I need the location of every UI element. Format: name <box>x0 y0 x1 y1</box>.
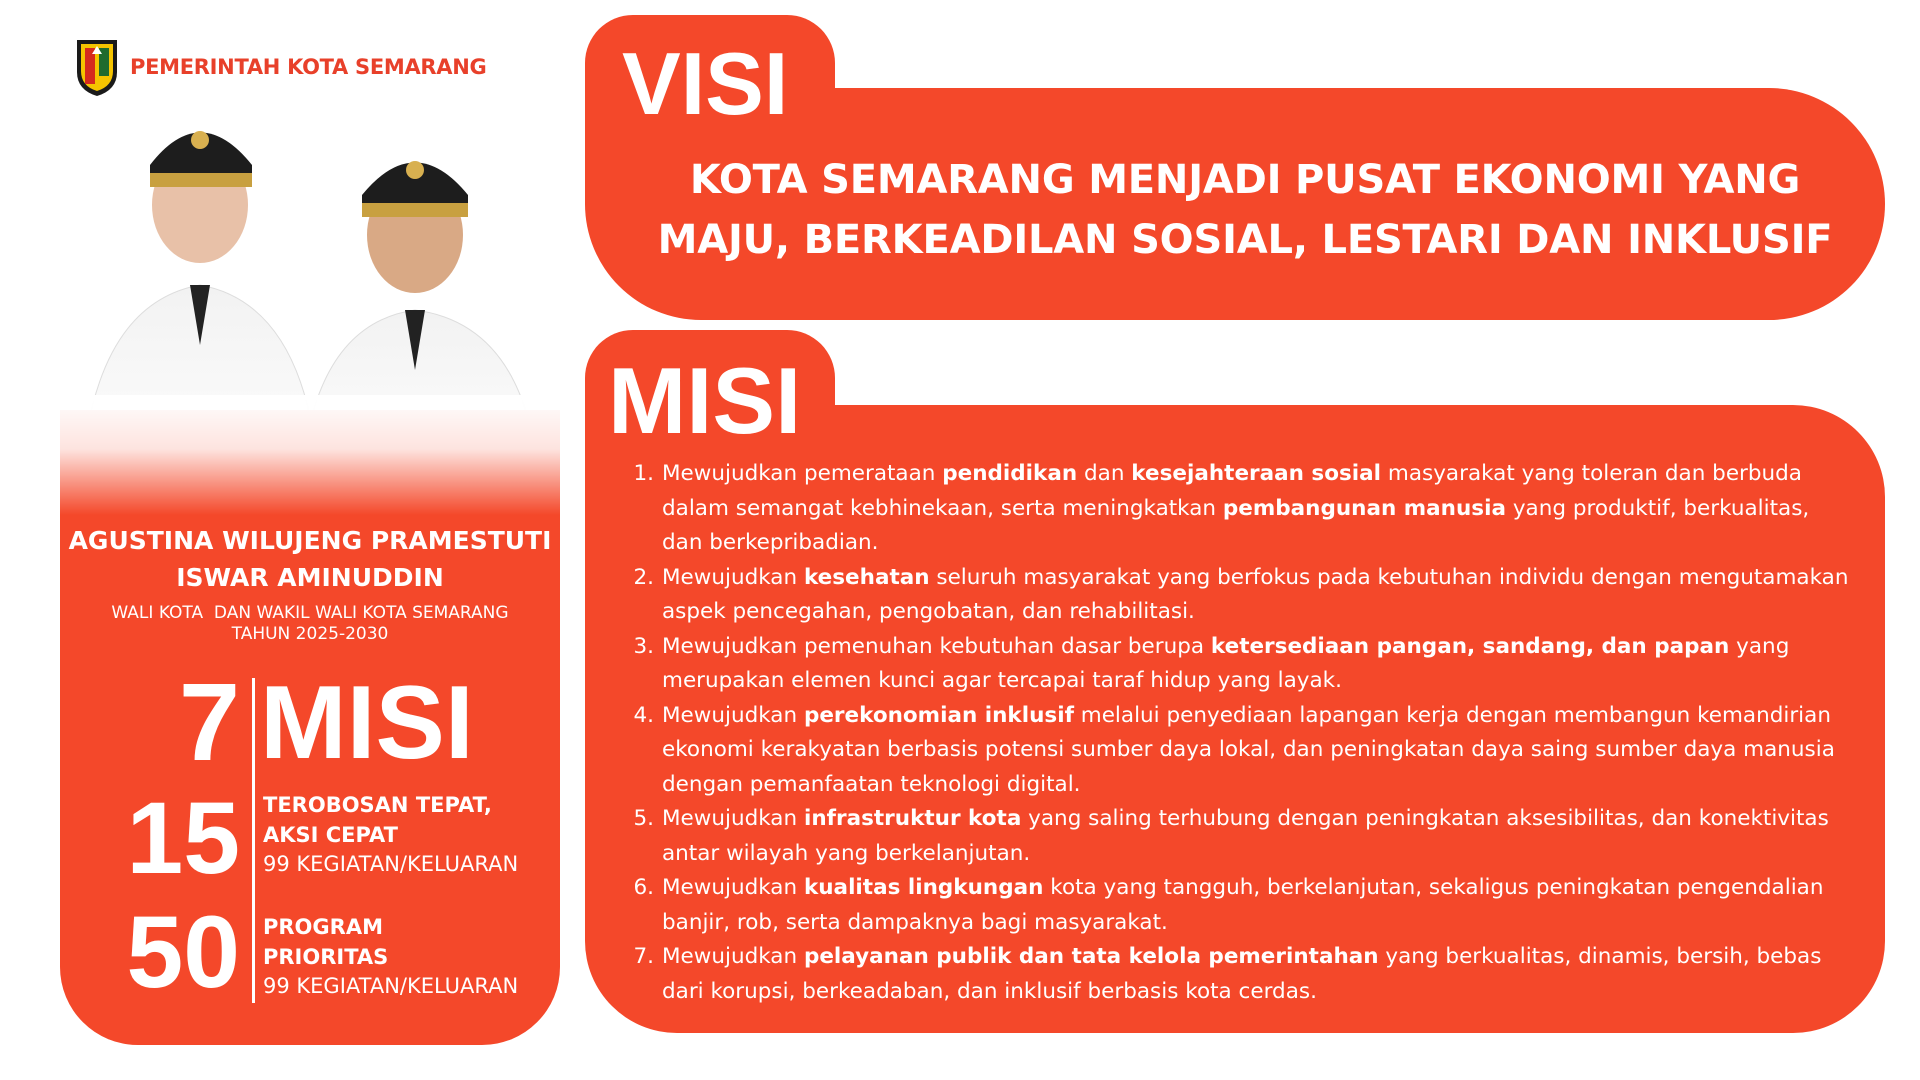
misi-item <box>630 457 1850 561</box>
visi-line-1: KOTA SEMARANG MENJADI PUSAT EKONOMI YANG <box>689 157 1801 203</box>
leaders-role <box>60 603 560 645</box>
misi-item-number: 4. <box>633 702 654 728</box>
misi-title: MISI <box>608 348 802 453</box>
misi-count-label: MISI <box>260 665 474 781</box>
misi-item-number: 6. <box>633 875 654 900</box>
terobosan-label-2: AKSI CEPAT <box>263 823 398 847</box>
misi-item-number: 7. <box>633 944 654 969</box>
terobosan-sub: 99 KEGIATAN/KELUARAN <box>263 852 519 876</box>
leader-name-2: ISWAR AMINUDDIN <box>176 563 444 592</box>
misi-item-text: Mewujudkan infrastruktur kota yang saling terhubung dengan peningkatan aksesibilitas, dan konektivitas antar wilayah yang berkelanjutan. <box>662 806 1829 866</box>
program-count: 50 <box>126 895 240 1009</box>
misi-item <box>630 871 1850 940</box>
misi-item-text: Mewujudkan pemenuhan kebutuhan dasar berupa ketersediaan pangan, sandang, dan papan yang merupakan elemen kunci agar tercapai taraf hidup yang layak. <box>662 633 1790 693</box>
misi-item <box>630 699 1850 803</box>
leader-name-1: AGUSTINA WILUJENG PRAMESTUTI <box>68 526 552 555</box>
misi-item <box>630 940 1850 1009</box>
stats-divider <box>252 678 255 1003</box>
program-sub: 99 KEGIATAN/KELUARAN <box>263 974 519 998</box>
misi-count: 7 <box>178 661 240 784</box>
role-line-1: WALI KOTA DAN WAKIL WALI KOTA SEMARANG <box>111 603 509 623</box>
misi-item-number: 5. <box>633 806 654 831</box>
misi-item <box>630 561 1850 630</box>
misi-item-text: Mewujudkan perekonomian inklusif melalui penyediaan lapangan kerja dengan membangun kemandirian ekonomi kerakyatan berbasis potensi sumber daya lokal, dan peningkatan daya saing sumber daya manusia dengan pemanfaatan teknologi digital. <box>662 702 1835 797</box>
misi-item <box>630 802 1850 871</box>
visi-title: VISI <box>622 34 789 133</box>
semarang-coat-of-arms-icon <box>74 36 120 98</box>
misi-item <box>630 630 1850 699</box>
terobosan-label-1: TEROBOSAN TEPAT, <box>263 793 492 817</box>
leaders-names <box>60 522 560 596</box>
misi-list <box>630 457 1850 1009</box>
role-line-2: TAHUN 2025-2030 <box>231 624 389 644</box>
program-label-1: PROGRAM <box>263 915 383 939</box>
stats-block <box>60 661 560 1028</box>
misi-item-text: Mewujudkan pemerataan pendidikan dan kesejahteraan sosial masyarakat yang toleran dan berbuda dalam semangat kebhinekaan, serta meningkatkan pembangunan manusia yang produktif, berkualitas, dan berkepribadian. <box>662 461 1810 555</box>
photo-fade <box>60 395 560 515</box>
visi-line-2: MAJU, BERKEADILAN SOSIAL, LESTARI DAN INKLUSIF <box>657 217 1833 263</box>
visi-statement <box>620 150 1870 270</box>
government-title: PEMERINTAH KOTA SEMARANG <box>130 55 487 79</box>
misi-item-text: Mewujudkan kualitas lingkungan kota yang tangguh, berkelanjutan, sekaligus peningkatan pengendalian banjir, rob, serta dampaknya bagi masyarakat. <box>662 875 1824 935</box>
misi-item-number: 2. <box>633 564 654 590</box>
misi-item-number: 3. <box>633 633 654 659</box>
government-header <box>74 36 486 98</box>
misi-item-text: Mewujudkan kesehatan seluruh masyarakat yang berfokus pada kebutuhan individu dengan mengutamakan aspek pencegahan, pengobatan, dan rehabilitasi. <box>662 564 1849 624</box>
misi-item-text: Mewujudkan pelayanan publik dan tata kelola pemerintahan yang berkualitas, dinamis, bersih, bebas dari korupsi, berkeadaban, dan inklusif berbasis kota cerdas. <box>662 944 1822 1004</box>
program-label-2: PRIORITAS <box>263 945 389 969</box>
misi-item-number: 1. <box>633 461 654 486</box>
terobosan-count: 15 <box>126 781 240 895</box>
